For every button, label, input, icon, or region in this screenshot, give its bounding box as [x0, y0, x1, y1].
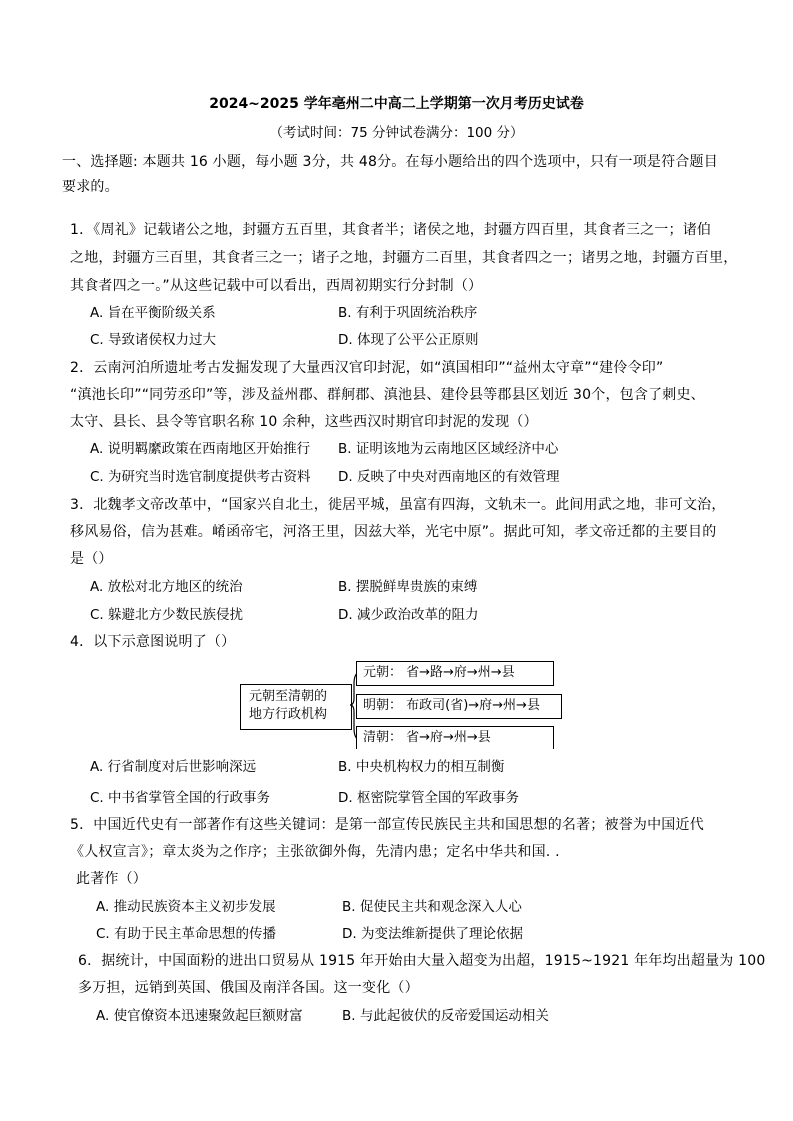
question-text-line: 之地，封疆方三百里，其食者三之一；诸子之地，封疆方二百里，其食者四之一；诸男之地，封疆方百里，	[70, 250, 738, 266]
question-text-line: 4．以下示意图说明了（）	[70, 634, 236, 650]
section-heading-line2: 要求的。	[62, 179, 119, 195]
option-a: A. 使官僚资本迅速聚敛起巨额财富	[96, 1008, 303, 1024]
question-text-line: 6．据统计，中国面粉的进出口贸易从 1915 年开始由大量入超变为出超，1915~1921 年年均出超量为 100	[78, 953, 766, 969]
diagram-row-text: 元朝： 省→路→府→州→县	[363, 665, 515, 680]
option-a: A. 旨在平衡阶级关系	[90, 305, 216, 321]
option-d: D. 反映了中央对西南地区的有效管理	[338, 469, 560, 485]
option-d: D. 体现了公平公正原则	[338, 332, 479, 348]
option-b: B. 与此起彼伏的反帝爱国运动相关	[342, 1008, 549, 1024]
option-b: B. 证明该地为云南地区区域经济中心	[338, 441, 559, 457]
diagram-row-ming	[356, 694, 562, 719]
diagram-root-label-line2: 地方行政机构	[249, 707, 328, 722]
option-c: C. 为研究当时选官制度提供考古资料	[90, 469, 311, 485]
exam-subtitle: （考试时间：75 分钟试卷满分：100 分）	[269, 125, 524, 141]
question-text-line: 其食者四之一。”从这些记载中可以看出，西周初期实行分封制（）	[70, 278, 483, 294]
diagram-row-qing	[356, 726, 554, 749]
option-a: A. 行省制度对后世影响深远	[90, 759, 257, 775]
option-a: A. 说明羁縻政策在西南地区开始推行	[90, 441, 311, 457]
diagram-root-label-line1: 元朝至清朝的	[249, 689, 328, 704]
option-b: B. 有利于巩固统治秩序	[338, 305, 478, 321]
option-b: B. 促使民主共和观念深入人心	[342, 899, 522, 915]
option-c: C. 导致诸侯权力过大	[90, 332, 217, 348]
question-text-line: 5．中国近代史有一部著作有这些关键词：是第一部宣传民族民主共和国思想的名著；被誉为中国近代	[70, 817, 704, 833]
question-text-line: 多万担，远销到英国、俄国及南洋各国。这一变化（）	[78, 980, 419, 996]
question-text-line: 移风易俗，信为甚难。崤函帝宅，河洛王里，因兹大举，光宅中原”。据此可知，孝文帝迁都的主要目的	[70, 524, 717, 540]
diagram-row-text: 清朝： 省→府→州→县	[363, 730, 491, 745]
question-text-line: 2．云南河泊所遗址考古发掘发现了大量西汉官印封泥，如“滇国相印”“益州太守章”“建伶令印”	[70, 360, 664, 376]
option-b: B. 中央机构权力的相互制衡	[338, 759, 505, 775]
option-c: C. 中书省掌管全国的行政事务	[90, 790, 271, 806]
question-text-line: 是（）	[70, 551, 113, 567]
question-text-line: 1．《周礼》记载诸公之地，封疆方五百里，其食者半；诸侯之地，封疆方四百里，其食者三之一；诸伯	[70, 222, 712, 238]
option-a: A. 放松对北方地区的统治	[90, 579, 243, 595]
option-c: C. 躲避北方少数民族侵扰	[90, 607, 244, 623]
question-text-line: “滇池长印”“同劳丞印”等，涉及益州郡、群舸郡、滇池县、建伶县等郡县区划近 30个，包含了刺史、	[70, 387, 705, 403]
question-text-line: 3．北魏孝文帝改革中，“国家兴自北土，徙居平城，虽富有四海，文轨未一。此间用武之地，非可文治，	[70, 497, 726, 513]
question-text-line: 太守、县长、县令等官职名称 10 余种，这些西汉时期官印封泥的发现（）	[70, 414, 538, 430]
exam-title: 2024~2025 学年亳州二中高二上学期第一次月考历史试卷	[209, 96, 584, 112]
diagram-row-text: 明朝： 布政司(省)→府→州→县	[363, 698, 540, 713]
diagram-row-yuan	[356, 661, 554, 686]
diagram-root-box	[240, 684, 352, 730]
option-d: D. 枢密院掌管全国的军政事务	[338, 790, 519, 806]
question-text-line: 此著作（）	[76, 871, 147, 887]
section-heading-line1: 一、选择题: 本题共 16 小题，每小题 3分，共 48分。在每小题给出的四个选项中，只有一项是符合题目	[62, 154, 718, 170]
option-d: D. 减少政治改革的阻力	[338, 607, 479, 623]
option-b: B. 摆脱鲜卑贵族的束缚	[338, 579, 478, 595]
option-a: A. 推动民族资本主义初步发展	[96, 899, 276, 915]
question-text-line: 《人权宣言》；章太炎为之作序；主张欲御外侮，先清内患；定名中华共和国. .	[70, 844, 560, 860]
option-c: C. 有助于民主革命思想的传播	[96, 926, 277, 942]
option-d: D. 为变法维新提供了理论依据	[342, 926, 523, 942]
